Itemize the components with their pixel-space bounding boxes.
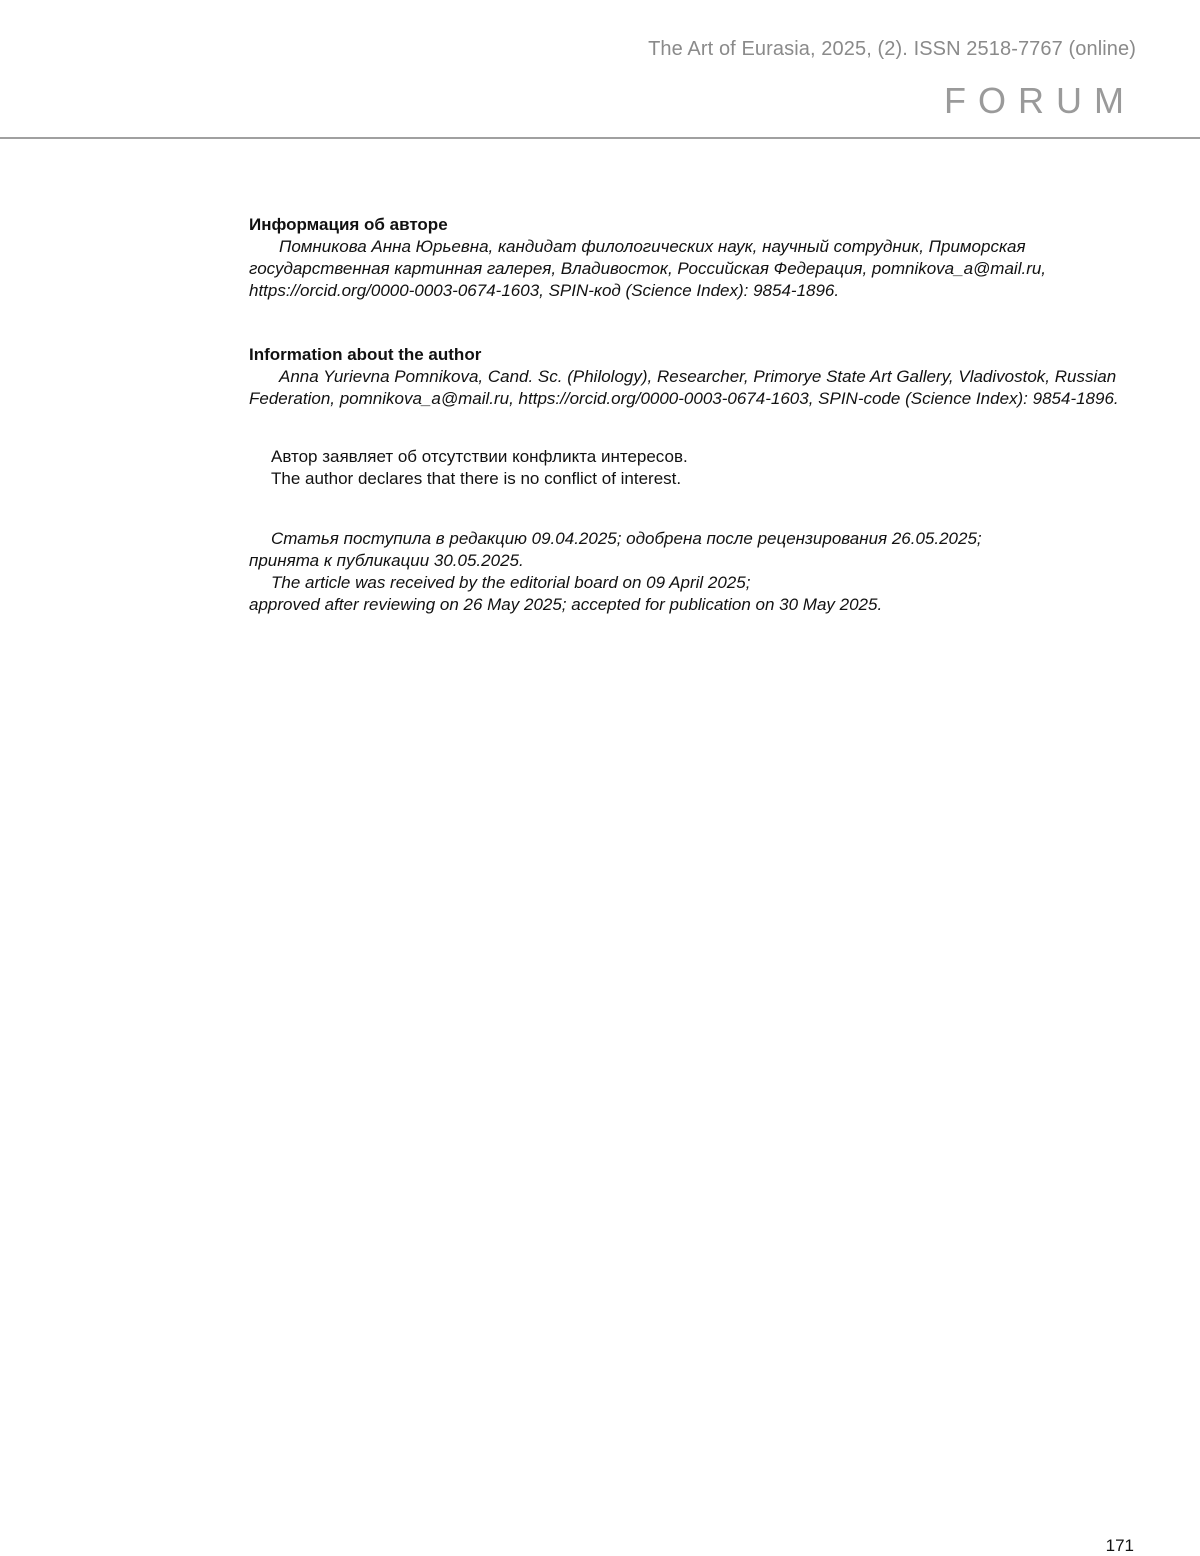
spacer bbox=[249, 302, 1129, 344]
dates-en-line1: The article was received by the editorial board on 09 April 2025; bbox=[271, 573, 751, 592]
publication-dates bbox=[249, 528, 1129, 616]
dates-ru-line2: принята к публикации 30.05.2025. bbox=[249, 551, 524, 570]
section-title: FORUM bbox=[944, 80, 1136, 121]
conflict-statement-ru: Автор заявляет об отсутствии конфликта интересов. bbox=[271, 447, 688, 466]
author-info-ru bbox=[249, 214, 1129, 302]
author-info-en-heading: Information about the author bbox=[249, 345, 482, 364]
conflict-statement-en: The author declares that there is no conflict of interest. bbox=[271, 469, 682, 488]
spacer bbox=[249, 410, 1129, 446]
conflict-statement bbox=[249, 446, 1129, 490]
spacer bbox=[249, 490, 1129, 528]
article-metadata bbox=[249, 214, 1129, 616]
author-info-en-body: Anna Yurievna Pomnikova, Cand. Sc. (Philology), Researcher, Primorye State Art Gallery, Vladivostok, Russian Federation, pomnikova_a@mail.ru, https://orcid.org/0000-0003-0674-1603, SPIN-code (Science Index): 9854-1896. bbox=[249, 367, 1119, 408]
dates-en-line2: approved after reviewing on 26 May 2025; accepted for publication on 30 May 2025. bbox=[249, 595, 883, 614]
journal-citation: The Art of Eurasia, 2025, (2). ISSN 2518-7767 (online) bbox=[648, 38, 1136, 60]
author-info-en bbox=[249, 344, 1129, 410]
header-divider bbox=[0, 137, 1200, 139]
dates-ru-line1: Статья поступила в редакцию 09.04.2025; одобрена после рецензирования 26.05.2025; bbox=[271, 529, 982, 548]
author-info-ru-body: Помникова Анна Юрьевна, кандидат филологических наук, научный сотрудник, Приморская государственная картинная галерея, Владивосток, Российская Федерация, pomnikova_a@mail.ru, https://orcid.org/0000-0003-0674-1603, SPIN-код (Science Index): 9854-1896. bbox=[249, 237, 1047, 300]
page-number: 171 bbox=[1105, 1536, 1134, 1555]
author-info-ru-heading: Информация об авторе bbox=[249, 215, 448, 234]
